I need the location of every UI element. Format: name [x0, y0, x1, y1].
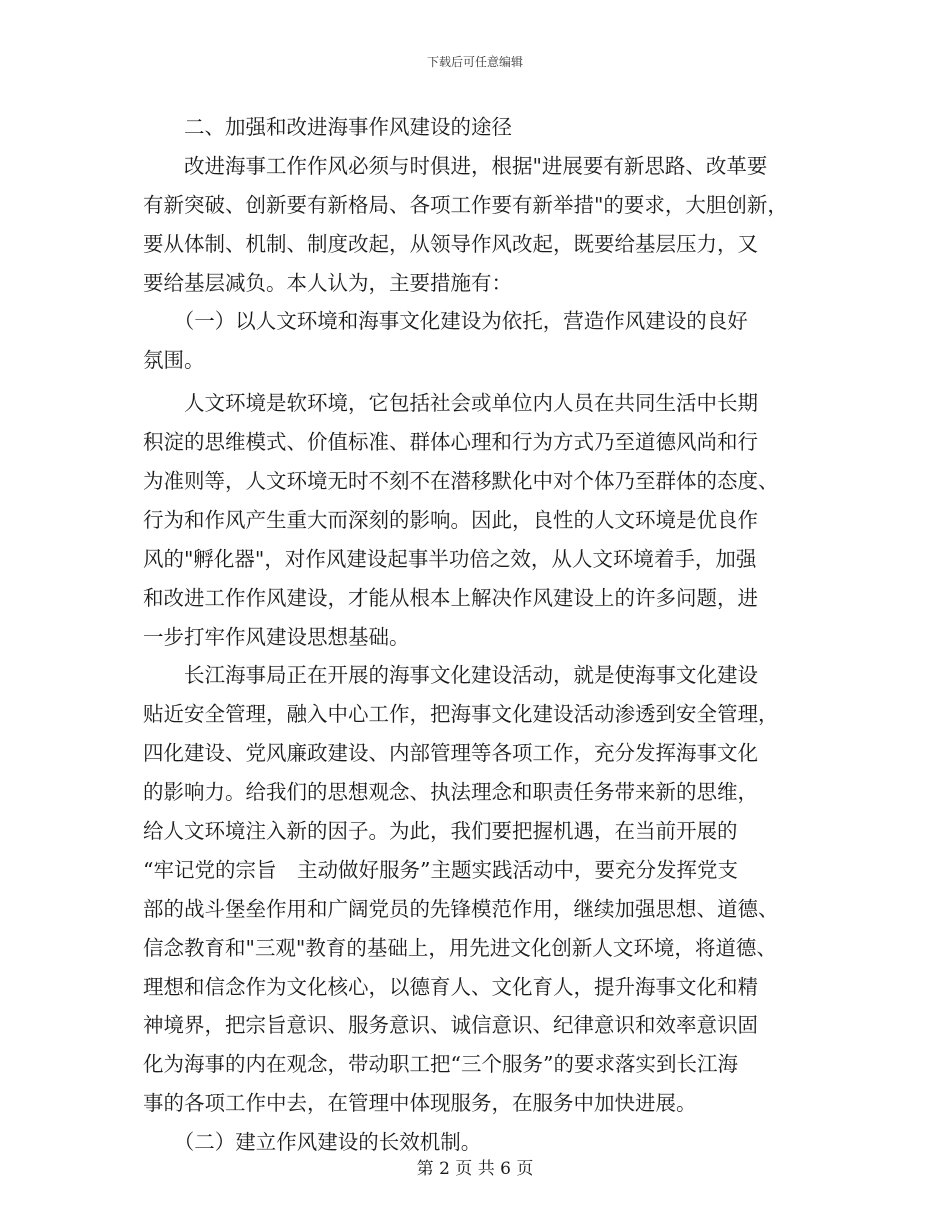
paragraph-line: 要从体制、机制、制度改起，从领导作风改起，既要给基层压力，又 — [143, 231, 758, 256]
subsection-heading: （一）以人文环境和海事文化建设为依托，营造作风建设的良好 — [143, 309, 748, 334]
subsection-heading: 氛围。 — [143, 348, 205, 373]
paragraph-line: 化为海事的内在观念，带动职工把“三个服务”的要求落实到长江海 — [143, 1052, 738, 1077]
paragraph-line: 神境界，把宗旨意识、服务意识、诚信意识、纪律意识和效率意识固 — [143, 1013, 758, 1038]
paragraph-line: 给人文环境注入新的因子。为此，我们要把握机遇，在当前开展的 — [143, 819, 738, 844]
paragraph-line: 改进海事工作作风必须与时俱进，根据"进展要有新思路、改革要 — [143, 153, 768, 178]
paragraph-line: 贴近安全管理，融入中心工作，把海事文化建设活动渗透到安全管理， — [143, 702, 779, 727]
page-header-note: 下载后可任意编辑 — [426, 55, 523, 69]
paragraph-line: 理想和信念作为文化核心，以德育人、文化育人，提升海事文化和精 — [143, 974, 758, 999]
paragraph-line: 人文环境是软环境，它包括社会或单位内人员在共同生活中长期 — [143, 391, 758, 416]
paragraph-line: 和改进工作作风建设，才能从根本上解决作风建设上的许多问题，进 — [143, 585, 758, 610]
paragraph-line: 有新突破、创新要有新格局、各项工作要有新举措"的要求，大胆创新， — [143, 192, 788, 217]
page-number: 第 2 页 共 6 页 — [416, 1159, 534, 1179]
paragraph-line: 行为和作风产生重大而深刻的影响。因此，良性的人文环境是优良作 — [143, 507, 758, 532]
paragraph-line: 信念教育和"三观"教育的基础上，用先进文化创新人文环境，将道德、 — [143, 935, 777, 960]
paragraph-line: 积淀的思维模式、价值标准、群体心理和行为方式乃至道德风尚和行 — [143, 430, 758, 455]
paragraph-line: “牢记党的宗旨 主动做好服务”主题实践活动中，要充分发挥党支 — [143, 857, 738, 882]
document-body — [143, 108, 815, 1201]
paragraph-line: 风的"孵化器"，对作风建设起事半功倍之效，从人文环境着手，加强 — [143, 546, 757, 571]
paragraph-line: 事的各项工作中去，在管理中体现服务，在服务中加快进展。 — [143, 1091, 697, 1116]
paragraph-line: 的影响力。给我们的思想观念、执法理念和职责任务带来新的思维， — [143, 780, 758, 805]
paragraph-line: 一步打牢作风建设思想基础。 — [143, 624, 410, 649]
paragraph-line: 部的战斗堡垒作用和广阔党员的先锋模范作用，继续加强思想、道德、 — [143, 896, 779, 921]
paragraph-line: 四化建设、党风廉政建设、内部管理等各项工作，充分发挥海事文化 — [143, 741, 758, 766]
paragraph-line: 为准则等，人文环境无时不刻不在潜移默化中对个体乃至群体的态度、 — [143, 469, 779, 494]
section-heading: 二、加强和改进海事作风建设的途径 — [143, 115, 512, 139]
paragraph-line: 要给基层减负。本人认为，主要措施有： — [143, 270, 512, 295]
paragraph-line: （二）建立作风建设的长效机制。 — [143, 1130, 482, 1155]
paragraph-line: 长江海事局正在开展的海事文化建设活动，就是使海事文化建设 — [143, 663, 758, 688]
